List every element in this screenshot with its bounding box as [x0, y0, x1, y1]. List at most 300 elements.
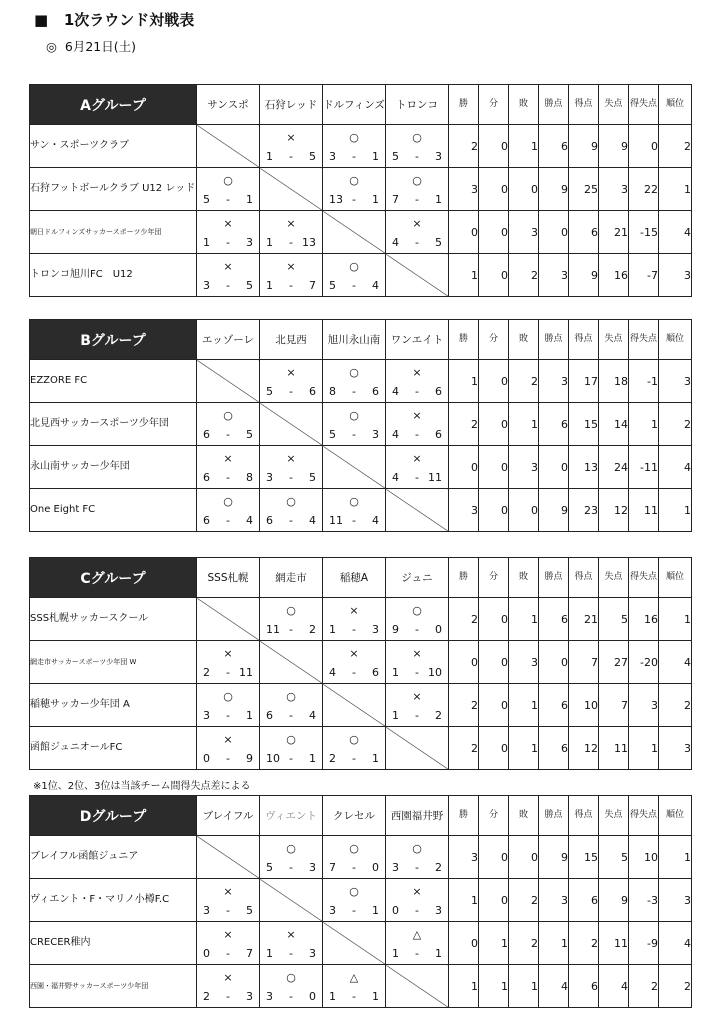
stat-value: 1 [659, 489, 692, 532]
result-mark: × [412, 885, 422, 898]
title-bullet: ■ [34, 11, 49, 29]
match-date [46, 37, 136, 55]
match-result-cell [197, 446, 260, 489]
opponent-column-header: 稲穂A [323, 558, 386, 598]
stat-value: -15 [629, 211, 659, 254]
stat-value: 3 [509, 641, 539, 684]
score-dash: - [415, 428, 419, 441]
stat-value: 0 [509, 168, 539, 211]
team-name: トロンコ旭川FC U12 [30, 254, 197, 297]
stat-value: 1 [509, 125, 539, 168]
score-for: 3 [329, 150, 336, 163]
team-name: SSS札幌サッカースクール [30, 598, 197, 641]
stat-value: 10 [629, 836, 659, 879]
team-row [30, 211, 692, 254]
match-result-cell [323, 965, 386, 1008]
score-for: 2 [203, 666, 210, 679]
stat-value: 3 [449, 836, 479, 879]
result-mark: × [412, 647, 422, 660]
stat-value: 3 [509, 211, 539, 254]
stat-value: 2 [659, 125, 692, 168]
stat-value: 1 [509, 403, 539, 446]
stat-value: 1 [449, 965, 479, 1008]
stat-value: 0 [449, 446, 479, 489]
score-against: 4 [309, 709, 316, 722]
score-dash: - [352, 193, 356, 206]
self-match-cell [386, 254, 449, 297]
opponent-column-header: 網走市 [260, 558, 323, 598]
stat-value: 6 [539, 598, 569, 641]
score-for: 3 [203, 279, 210, 292]
score-for: 2 [203, 990, 210, 1003]
score-dash: - [415, 947, 419, 960]
score-for: 6 [203, 471, 210, 484]
stat-value: 0 [479, 489, 509, 532]
stat-value: 17 [569, 360, 599, 403]
stat-column-header: 順位 [659, 796, 692, 836]
stat-value: 0 [479, 641, 509, 684]
result-mark: ○ [349, 131, 359, 144]
self-match-cell [323, 684, 386, 727]
stat-value: 12 [569, 727, 599, 770]
result-mark: ○ [412, 131, 422, 144]
result-mark: × [286, 260, 296, 273]
stat-column-header: 順位 [659, 558, 692, 598]
score-for: 2 [329, 752, 336, 765]
opponent-column-header: ヴィエント [260, 796, 323, 836]
score-for: 4 [392, 236, 399, 249]
match-result-cell [197, 403, 260, 446]
result-mark: × [412, 690, 422, 703]
self-match-cell [260, 641, 323, 684]
stat-value: 6 [539, 684, 569, 727]
score-against: 0 [435, 623, 442, 636]
score-dash: - [226, 279, 230, 292]
stat-value: 2 [449, 684, 479, 727]
score-against: 1 [246, 193, 253, 206]
stat-column-header: 敗 [509, 320, 539, 360]
score-for: 11 [329, 514, 343, 527]
group-header-row [30, 320, 692, 360]
team-row [30, 489, 692, 532]
stat-value: 0 [479, 684, 509, 727]
stat-value: 9 [569, 254, 599, 297]
result-mark: × [223, 260, 233, 273]
score-for: 5 [266, 385, 273, 398]
match-result-cell [260, 684, 323, 727]
stat-value: 3 [539, 360, 569, 403]
stat-value: 16 [629, 598, 659, 641]
match-result-cell [323, 727, 386, 770]
score-dash: - [226, 709, 230, 722]
match-result-cell [323, 168, 386, 211]
stat-value: 2 [629, 965, 659, 1008]
result-mark: × [286, 131, 296, 144]
score-dash: - [226, 471, 230, 484]
team-name: 北見西サッカースポーツ少年団 [30, 403, 197, 446]
score-against: 7 [309, 279, 316, 292]
score-for: 6 [266, 709, 273, 722]
stat-column-header: 分 [479, 85, 509, 125]
stat-column-header: 得点 [569, 796, 599, 836]
stat-column-header: 敗 [509, 558, 539, 598]
team-name: ブレイフル函館ジュニア [30, 836, 197, 879]
score-against: 3 [309, 861, 316, 874]
group-header-row [30, 558, 692, 598]
match-result-cell [260, 446, 323, 489]
stat-value: 0 [449, 211, 479, 254]
team-name: One Eight FC [30, 489, 197, 532]
score-for: 7 [329, 861, 336, 874]
stat-value: 0 [479, 446, 509, 489]
score-dash: - [415, 709, 419, 722]
stat-column-header: 失点 [599, 558, 629, 598]
stat-value: 4 [659, 211, 692, 254]
score-against: 7 [246, 947, 253, 960]
opponent-column-header: 石狩レッド [260, 85, 323, 125]
stat-value: 4 [539, 965, 569, 1008]
score-for: 4 [392, 471, 399, 484]
score-against: 5 [309, 150, 316, 163]
score-dash: - [289, 385, 293, 398]
score-dash: - [352, 990, 356, 1003]
score-dash: - [352, 861, 356, 874]
team-row [30, 727, 692, 770]
stat-column-header: 勝点 [539, 558, 569, 598]
stat-value: 11 [599, 727, 629, 770]
match-result-cell [260, 254, 323, 297]
score-against: 1 [372, 150, 379, 163]
stat-value: 0 [539, 211, 569, 254]
stat-column-header: 勝 [449, 796, 479, 836]
stat-value: -11 [629, 446, 659, 489]
score-for: 1 [392, 947, 399, 960]
result-mark: × [223, 971, 233, 984]
stat-value: 7 [569, 641, 599, 684]
team-row [30, 446, 692, 489]
page-title [34, 9, 194, 30]
match-result-cell [197, 727, 260, 770]
result-mark: × [286, 452, 296, 465]
stat-value: 22 [629, 168, 659, 211]
match-result-cell [260, 836, 323, 879]
score-for: 1 [266, 236, 273, 249]
team-row [30, 125, 692, 168]
stat-value: 9 [599, 879, 629, 922]
match-result-cell [197, 879, 260, 922]
stat-value: 6 [569, 965, 599, 1008]
stat-value: 9 [569, 125, 599, 168]
group-name: Aグループ [30, 85, 197, 125]
stat-value: 24 [599, 446, 629, 489]
team-row [30, 684, 692, 727]
result-mark: × [412, 409, 422, 422]
score-against: 3 [372, 623, 379, 636]
stat-value: 5 [599, 598, 629, 641]
stat-value: 0 [479, 360, 509, 403]
score-against: 3 [372, 428, 379, 441]
opponent-column-header: サンスポ [197, 85, 260, 125]
self-match-cell [323, 922, 386, 965]
stat-value: 11 [599, 922, 629, 965]
result-mark: ○ [349, 366, 359, 379]
stat-value: 25 [569, 168, 599, 211]
score-against: 1 [246, 709, 253, 722]
date-bullet: ◎ [46, 39, 57, 54]
stat-value: 1 [509, 598, 539, 641]
team-name: 石狩フットボールクラブ U12 レッド [30, 168, 197, 211]
match-result-cell [260, 727, 323, 770]
stat-column-header: 分 [479, 320, 509, 360]
stat-value: 1 [659, 168, 692, 211]
stat-column-header: 勝点 [539, 796, 569, 836]
score-against: 6 [309, 385, 316, 398]
stat-value: 3 [659, 879, 692, 922]
stat-value: 2 [569, 922, 599, 965]
stat-value: 0 [629, 125, 659, 168]
result-mark: × [412, 217, 422, 230]
score-for: 1 [203, 236, 210, 249]
stat-column-header: 順位 [659, 85, 692, 125]
group-table [29, 795, 692, 1008]
score-against: 1 [435, 193, 442, 206]
result-mark: × [349, 604, 359, 617]
match-result-cell [323, 641, 386, 684]
stat-value: 6 [539, 125, 569, 168]
opponent-column-header: ワンエイト [386, 320, 449, 360]
score-dash: - [415, 193, 419, 206]
result-mark: ○ [412, 174, 422, 187]
score-for: 0 [203, 752, 210, 765]
score-dash: - [289, 623, 293, 636]
group-header-row [30, 85, 692, 125]
stat-column-header: 失点 [599, 320, 629, 360]
score-against: 5 [246, 279, 253, 292]
stat-value: 3 [659, 360, 692, 403]
stat-value: 2 [659, 965, 692, 1008]
score-against: 5 [435, 236, 442, 249]
team-row [30, 965, 692, 1008]
stat-value: 0 [479, 254, 509, 297]
score-against: 10 [428, 666, 442, 679]
stat-value: 11 [629, 489, 659, 532]
self-match-cell [197, 360, 260, 403]
score-dash: - [415, 623, 419, 636]
stat-value: -20 [629, 641, 659, 684]
score-against: 5 [246, 904, 253, 917]
stat-value: 2 [449, 727, 479, 770]
self-match-cell [197, 125, 260, 168]
match-result-cell [323, 836, 386, 879]
title-text: 1次ラウンド対戦表 [63, 11, 195, 29]
score-dash: - [415, 385, 419, 398]
group-name: Bグループ [30, 320, 197, 360]
score-against: 3 [246, 990, 253, 1003]
stat-value: 1 [479, 965, 509, 1008]
stat-value: 3 [449, 168, 479, 211]
stat-value: 1 [629, 403, 659, 446]
score-dash: - [415, 861, 419, 874]
team-row [30, 641, 692, 684]
stat-column-header: 勝 [449, 558, 479, 598]
stat-value: 0 [479, 125, 509, 168]
score-against: 5 [246, 428, 253, 441]
score-against: 1 [372, 990, 379, 1003]
score-for: 5 [203, 193, 210, 206]
stat-value: 2 [449, 598, 479, 641]
score-for: 13 [329, 193, 343, 206]
stat-value: 9 [539, 836, 569, 879]
score-dash: - [226, 904, 230, 917]
stat-value: 0 [479, 168, 509, 211]
score-dash: - [226, 236, 230, 249]
score-dash: - [352, 666, 356, 679]
stat-value: 9 [539, 489, 569, 532]
stat-value: 4 [659, 641, 692, 684]
stat-column-header: 得点 [569, 558, 599, 598]
score-against: 4 [372, 279, 379, 292]
stat-value: 0 [479, 727, 509, 770]
score-against: 6 [372, 666, 379, 679]
result-mark: × [223, 217, 233, 230]
result-mark: × [223, 885, 233, 898]
match-result-cell [386, 360, 449, 403]
score-against: 8 [246, 471, 253, 484]
date-text: 6月21日(土) [64, 39, 136, 54]
result-mark: ○ [349, 885, 359, 898]
score-dash: - [226, 752, 230, 765]
score-for: 6 [203, 428, 210, 441]
opponent-column-header: 北見西 [260, 320, 323, 360]
result-mark: ○ [349, 260, 359, 273]
score-for: 1 [329, 623, 336, 636]
score-for: 5 [329, 279, 336, 292]
score-dash: - [352, 279, 356, 292]
stat-column-header: 勝点 [539, 85, 569, 125]
opponent-column-header: ドルフィンズ [323, 85, 386, 125]
stat-value: 4 [599, 965, 629, 1008]
score-for: 4 [329, 666, 336, 679]
stat-value: 7 [599, 684, 629, 727]
stat-value: 1 [659, 836, 692, 879]
self-match-cell [197, 836, 260, 879]
stat-column-header: 敗 [509, 796, 539, 836]
result-mark: ○ [412, 604, 422, 617]
result-mark: × [286, 217, 296, 230]
score-against: 1 [372, 752, 379, 765]
team-name: サン・スポーツクラブ [30, 125, 197, 168]
result-mark: ○ [223, 409, 233, 422]
stat-value: 1 [629, 727, 659, 770]
stat-column-header: 失点 [599, 85, 629, 125]
match-result-cell [386, 641, 449, 684]
match-result-cell [386, 879, 449, 922]
stat-column-header: 敗 [509, 85, 539, 125]
match-result-cell [323, 360, 386, 403]
opponent-column-header: エッゾーレ [197, 320, 260, 360]
team-name: 函館ジュニオールFC [30, 727, 197, 770]
score-against: 5 [309, 471, 316, 484]
score-against: 11 [239, 666, 253, 679]
stat-value: 2 [509, 922, 539, 965]
score-against: 4 [246, 514, 253, 527]
self-match-cell [323, 211, 386, 254]
self-match-cell [386, 965, 449, 1008]
match-result-cell [197, 684, 260, 727]
stat-value: 2 [659, 403, 692, 446]
score-against: 3 [246, 236, 253, 249]
score-for: 10 [266, 752, 280, 765]
score-for: 3 [266, 471, 273, 484]
score-against: 0 [372, 861, 379, 874]
stat-value: 0 [509, 489, 539, 532]
score-for: 1 [266, 947, 273, 960]
match-result-cell [386, 684, 449, 727]
stat-value: 27 [599, 641, 629, 684]
stat-column-header: 得失点 [629, 85, 659, 125]
score-for: 8 [329, 385, 336, 398]
stat-value: 0 [479, 598, 509, 641]
result-mark: ○ [286, 733, 296, 746]
match-result-cell [260, 360, 323, 403]
stat-value: 3 [629, 684, 659, 727]
tiebreak-note: ※1位、2位、3位は当該チーム間得失点差による [33, 781, 251, 792]
match-result-cell [386, 836, 449, 879]
score-for: 3 [266, 990, 273, 1003]
match-result-cell [197, 489, 260, 532]
score-dash: - [226, 428, 230, 441]
match-result-cell [260, 598, 323, 641]
self-match-cell [386, 727, 449, 770]
match-result-cell [386, 922, 449, 965]
score-dash: - [289, 279, 293, 292]
score-for: 7 [392, 193, 399, 206]
group-table [29, 84, 692, 297]
result-mark: ○ [349, 409, 359, 422]
team-row [30, 922, 692, 965]
stat-value: 5 [599, 836, 629, 879]
self-match-cell [386, 489, 449, 532]
stat-value: 4 [659, 922, 692, 965]
stat-value: 6 [569, 211, 599, 254]
stat-column-header: 勝 [449, 320, 479, 360]
score-against: 6 [435, 385, 442, 398]
score-dash: - [226, 947, 230, 960]
score-for: 4 [392, 428, 399, 441]
stat-value: 21 [599, 211, 629, 254]
stat-value: 0 [479, 836, 509, 879]
score-for: 9 [392, 623, 399, 636]
self-match-cell [260, 403, 323, 446]
score-dash: - [352, 514, 356, 527]
match-result-cell [323, 489, 386, 532]
score-dash: - [352, 150, 356, 163]
stat-value: 0 [449, 922, 479, 965]
result-mark: × [286, 366, 296, 379]
score-for: 5 [266, 861, 273, 874]
result-mark: ○ [223, 690, 233, 703]
match-result-cell [323, 403, 386, 446]
stat-value: 3 [599, 168, 629, 211]
match-result-cell [386, 446, 449, 489]
score-for: 6 [266, 514, 273, 527]
score-for: 1 [392, 709, 399, 722]
match-result-cell [323, 598, 386, 641]
team-name: 永山南サッカー少年団 [30, 446, 197, 489]
score-against: 6 [435, 428, 442, 441]
stat-value: 3 [449, 489, 479, 532]
stat-value: 1 [479, 922, 509, 965]
